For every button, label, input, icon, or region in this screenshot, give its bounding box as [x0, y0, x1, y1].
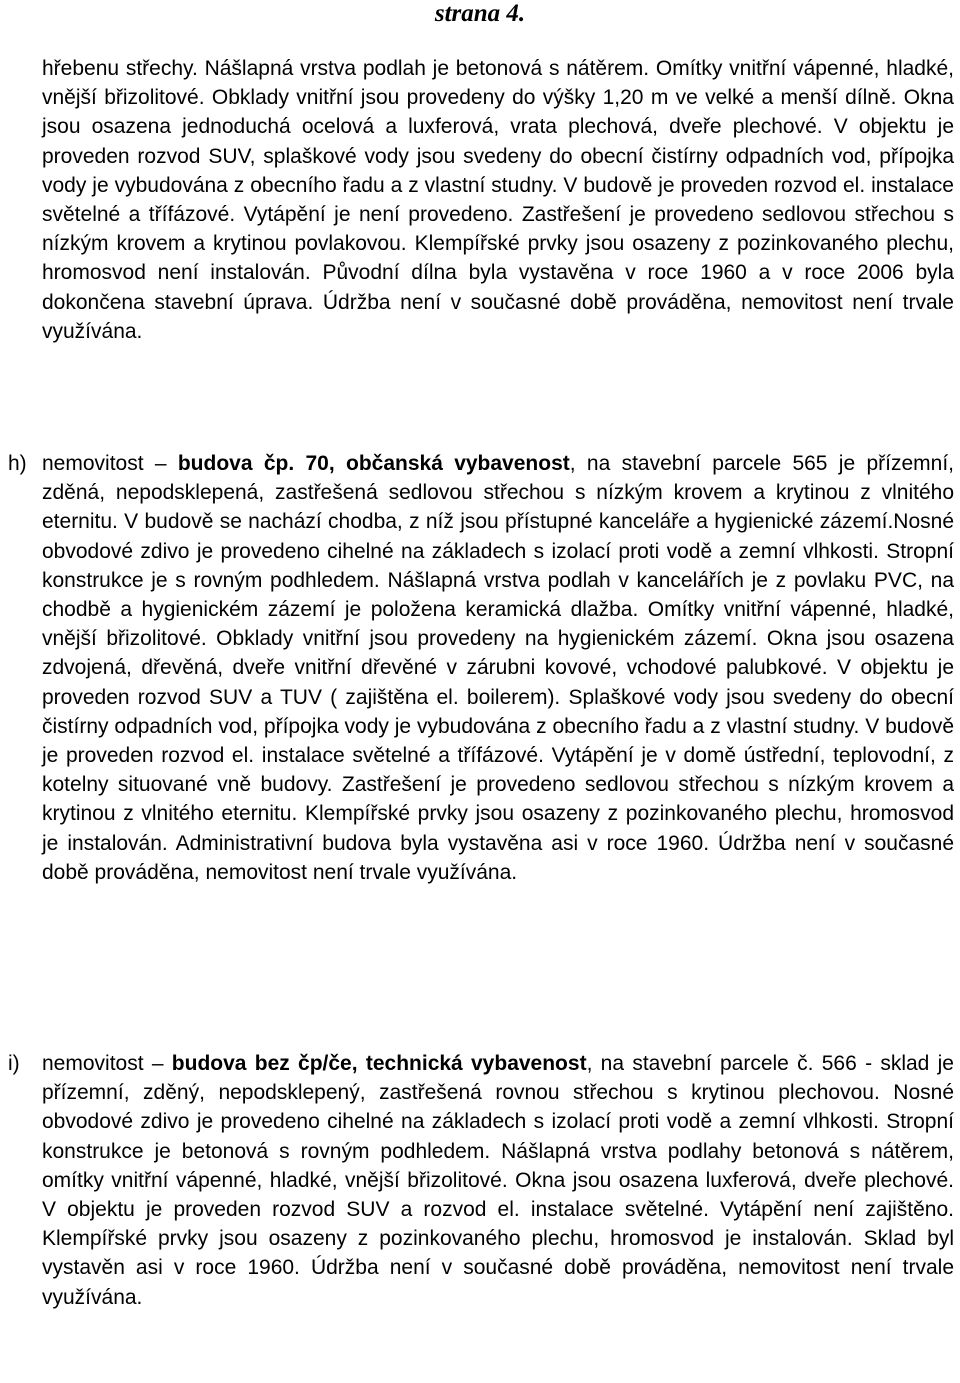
list-item-text — [42, 1049, 954, 1312]
list-marker: i) — [8, 1052, 20, 1075]
item-intro: nemovitost – — [42, 452, 178, 475]
continuation-paragraph: hřebenu střechy. Nášlapná vrstva podlah je betonová s nátěrem. Omítky vnitřní vápenné, hladké, vnější břizolitové. Obklady vnitřní jsou provedeny do výšky 1,20 m ve velké a menší dílně. Okna jsou osazena jednoduchá ocelová a luxferová, vrata plechová, dveře plechové. V objektu je proveden rozvod SUV, splaškové vody jsou svedeny do obecní čistírny odpadních vod, přípojka vody je vybudována z obecního řadu a z vlastní studny. V budově je proveden rozvod el. instalace světelné a třífázové. Vytápění je není provedeno. Zastřešení je provedeno sedlovou střechou s nízkým krovem a krytinou povlakovou. Klempířské prvky jsou osazeny z pozinkovaného plechu, hromosvod není instalován. Původní dílna byla vystavěna v roce 1960 a v roce 2006 byla dokončena stavební úprava. Údržba není v současné době prováděna, nemovitost není trvale využívána. — [42, 57, 954, 343]
list-item-text — [42, 449, 954, 887]
page-number-header: strana 4. — [434, 0, 526, 27]
item-body: , na stavební parcele č. 566 - sklad je přízemní, zděný, nepodsklepený, zastřešená rovnou střechou s krytinou plechovou. Nosné obvodové zdivo je provedeno cihelné na základech s izolací proti vodě a zemní vlhkosti. Stropní konstrukce je betonová s rovným podhledem. Nášlapná vrstva podlahy betonová s nátěrem, omítky vnitřní vápenné, hladké, vnější břizolitové. Okna jsou osazena luxferová, dveře plechové. V objektu je proveden rozvod SUV a rozvod el. instalace světelné. Vytápění není zajištěno. Klempířské prvky jsou osazeny z pozinkovaného plechu, hromosvod je instalován. Sklad byl vystavěn asi v roce 1960. Údržba není v současné době prováděna, nemovitost není trvale využívána. — [42, 1052, 954, 1309]
item-body: , na stavební parcele 565 je přízemní, zděná, nepodsklepená, zastřešená sedlovou střechou s nízkým krovem a krytinou z vlnitého eternitu. V budově se nachází chodba, z níž jsou přístupné kanceláře a hygienické zázemí.Nosné obvodové zdivo je provedeno cihelné na základech s izolací proti vodě a zemní vlhkosti. Stropní konstrukce je s rovným podhledem. Nášlapná vrstva podlah v kancelářích je z povlaku PVC, na chodbě a hygienickém zázemí je položena keramická dlažba. Omítky vnitřní vápenné, hladké, vnější břizolitové. Obklady vnitřní jsou provedeny na hygienickém zázemí. Okna jsou osazena zdvojená, dřevěná, dveře vnitřní dřevěné v zárubni kovové, vchodové palubkové. V objektu je proveden rozvod SUV a TUV ( zajištěna el. boilerem). Splaškové vody jsou svedeny do obecní čistírny odpadních vod, přípojka vody je vybudována z obecního řadu a z vlastní studny. V budově je proveden rozvod el. instalace světelné a třífázové. Vytápění je v domě ústřední, teplovodní, z kotelny situované vně budovy. Zastřešení je provedeno sedlovou střechou s nízkým krovem a krytinou z vlnitého eternitu. Klempířské prvky jsou osazeny z pozinkovaného plechu, hromosvod je instalován. Administrativní budova byla vystavěna asi v roce 1960. Údržba není v současné době prováděna, nemovitost není trvale využívána. — [42, 452, 954, 884]
item-bold-title: budova čp. 70, občanská vybavenost — [177, 452, 570, 475]
item-bold-title: budova bez čp/če, technická vybavenost — [171, 1052, 587, 1075]
list-marker: h) — [8, 452, 27, 475]
item-intro: nemovitost – — [42, 1052, 172, 1075]
